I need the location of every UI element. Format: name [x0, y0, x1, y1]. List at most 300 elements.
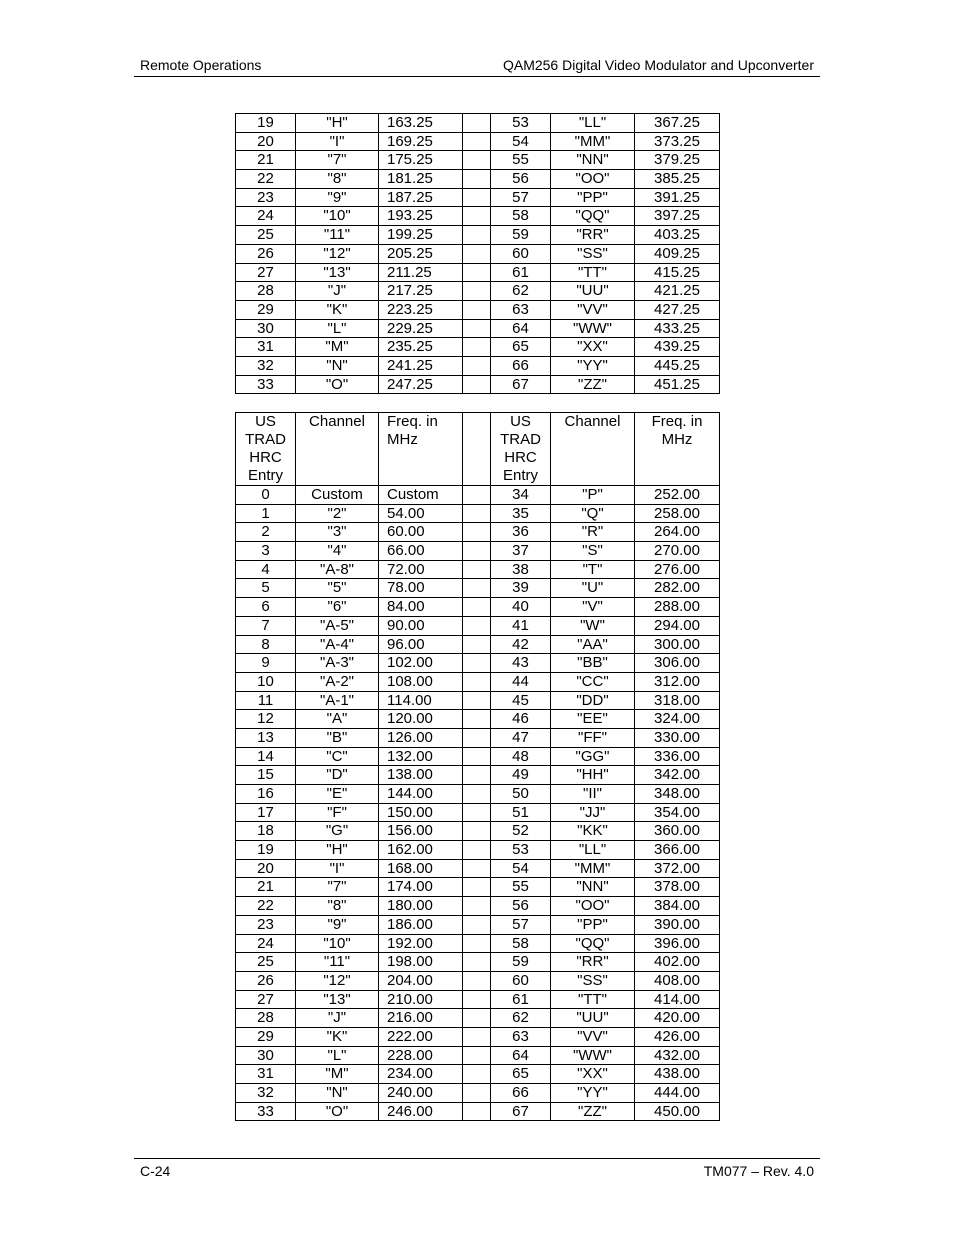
channel-cell: "ZZ": [551, 1102, 635, 1121]
table-row: [236, 560, 720, 579]
channel-cell: "VV": [551, 1027, 635, 1046]
table-row: [236, 1065, 720, 1084]
spacer-cell: [463, 282, 491, 301]
header-channel-right: Channel: [551, 413, 635, 486]
freq-cell: 228.00: [379, 1046, 463, 1065]
channel-cell: "SS": [551, 244, 635, 263]
entry-cell: 38: [491, 560, 551, 579]
channel-cell: "OO": [551, 897, 635, 916]
channel-cell: "II": [551, 785, 635, 804]
spacer-cell: [463, 672, 491, 691]
freq-cell: 379.25: [635, 151, 720, 170]
freq-cell: 144.00: [379, 785, 463, 804]
channel-cell: "A": [296, 710, 379, 729]
channel-cell: "TT": [551, 263, 635, 282]
channel-cell: "CC": [551, 672, 635, 691]
channel-cell: "L": [296, 1046, 379, 1065]
entry-cell: 27: [236, 990, 296, 1009]
channel-cell: "T": [551, 560, 635, 579]
entry-cell: 7: [236, 616, 296, 635]
freq-cell: 84.00: [379, 598, 463, 617]
entry-cell: 5: [236, 579, 296, 598]
channel-cell: "Q": [551, 504, 635, 523]
page-number: C-24: [140, 1163, 171, 1179]
spacer-cell: [463, 1102, 491, 1121]
table-row: [236, 878, 720, 897]
entry-cell: 66: [491, 1084, 551, 1103]
entry-cell: 58: [491, 207, 551, 226]
document-revision: TM077 – Rev. 4.0: [703, 1163, 814, 1179]
freq-cell: 174.00: [379, 878, 463, 897]
entry-cell: 4: [236, 560, 296, 579]
freq-cell: 126.00: [379, 728, 463, 747]
entry-cell: 30: [236, 319, 296, 338]
channel-cell: "UU": [551, 282, 635, 301]
freq-cell: 156.00: [379, 822, 463, 841]
channel-cell: "EE": [551, 710, 635, 729]
header-spacer: [463, 413, 491, 486]
spacer-cell: [463, 170, 491, 189]
freq-cell: 247.25: [379, 375, 463, 394]
spacer-cell: [463, 654, 491, 673]
header-freq-right: Freq. in MHz: [635, 413, 720, 486]
freq-cell: 270.00: [635, 542, 720, 561]
freq-cell: 132.00: [379, 747, 463, 766]
entry-cell: 39: [491, 579, 551, 598]
spacer-cell: [463, 953, 491, 972]
freq-cell: 66.00: [379, 542, 463, 561]
freq-cell: 181.25: [379, 170, 463, 189]
channel-cell: "C": [296, 747, 379, 766]
spacer-cell: [463, 616, 491, 635]
freq-cell: 354.00: [635, 803, 720, 822]
spacer-cell: [463, 151, 491, 170]
entry-cell: 12: [236, 710, 296, 729]
entry-cell: 54: [491, 132, 551, 151]
channel-cell: "BB": [551, 654, 635, 673]
spacer-cell: [463, 207, 491, 226]
entry-cell: 53: [491, 841, 551, 860]
table-row: [236, 504, 720, 523]
channel-cell: "11": [296, 953, 379, 972]
spacer-cell: [463, 244, 491, 263]
header-channel-left: Channel: [296, 413, 379, 486]
freq-cell: 229.25: [379, 319, 463, 338]
channel-cell: "MM": [551, 132, 635, 151]
entry-cell: 0: [236, 486, 296, 505]
entry-cell: 32: [236, 1084, 296, 1103]
table-row: [236, 1084, 720, 1103]
spacer-cell: [463, 523, 491, 542]
freq-cell: 324.00: [635, 710, 720, 729]
freq-cell: 390.00: [635, 915, 720, 934]
freq-cell: 342.00: [635, 766, 720, 785]
channel-cell: "PP": [551, 915, 635, 934]
channel-cell: "I": [296, 132, 379, 151]
freq-cell: 373.25: [635, 132, 720, 151]
freq-cell: 205.25: [379, 244, 463, 263]
entry-cell: 21: [236, 878, 296, 897]
freq-cell: 216.00: [379, 1009, 463, 1028]
freq-cell: 120.00: [379, 710, 463, 729]
freq-cell: 438.00: [635, 1065, 720, 1084]
freq-cell: 445.25: [635, 356, 720, 375]
spacer-cell: [463, 691, 491, 710]
freq-cell: 427.25: [635, 300, 720, 319]
freq-cell: 258.00: [635, 504, 720, 523]
spacer-cell: [463, 747, 491, 766]
table-row: [236, 282, 720, 301]
freq-cell: 60.00: [379, 523, 463, 542]
freq-cell: 282.00: [635, 579, 720, 598]
header-entry-right: US TRAD HRC Entry: [491, 413, 551, 486]
channel-cell: "NN": [551, 878, 635, 897]
table-row: [236, 990, 720, 1009]
freq-cell: 169.25: [379, 132, 463, 151]
channel-cell: "TT": [551, 990, 635, 1009]
channel-cell: "QQ": [551, 934, 635, 953]
freq-cell: 396.00: [635, 934, 720, 953]
entry-cell: 24: [236, 934, 296, 953]
entry-cell: 33: [236, 1102, 296, 1121]
channel-table-hrc-body: [236, 486, 720, 1121]
channel-cell: "F": [296, 803, 379, 822]
spacer-cell: [463, 300, 491, 319]
channel-cell: "J": [296, 282, 379, 301]
entry-cell: 65: [491, 1065, 551, 1084]
entry-cell: 45: [491, 691, 551, 710]
entry-cell: 28: [236, 1009, 296, 1028]
channel-cell: "RR": [551, 953, 635, 972]
spacer-cell: [463, 878, 491, 897]
channel-cell: "NN": [551, 151, 635, 170]
entry-cell: 67: [491, 375, 551, 394]
spacer-cell: [463, 226, 491, 245]
channel-cell: "ZZ": [551, 375, 635, 394]
entry-cell: 66: [491, 356, 551, 375]
freq-cell: 199.25: [379, 226, 463, 245]
freq-cell: 372.00: [635, 859, 720, 878]
table-row: [236, 263, 720, 282]
entry-cell: 26: [236, 971, 296, 990]
freq-cell: 330.00: [635, 728, 720, 747]
entry-cell: 18: [236, 822, 296, 841]
channel-cell: "7": [296, 878, 379, 897]
spacer-cell: [463, 1027, 491, 1046]
freq-cell: 72.00: [379, 560, 463, 579]
freq-cell: 415.25: [635, 263, 720, 282]
channel-table-upper: [235, 113, 720, 394]
spacer-cell: [463, 375, 491, 394]
page-footer: [134, 1158, 820, 1183]
freq-cell: 241.25: [379, 356, 463, 375]
channel-cell: "O": [296, 375, 379, 394]
channel-cell: "6": [296, 598, 379, 617]
entry-cell: 57: [491, 188, 551, 207]
freq-cell: 186.00: [379, 915, 463, 934]
channel-cell: "13": [296, 263, 379, 282]
entry-cell: 33: [236, 375, 296, 394]
spacer-cell: [463, 1009, 491, 1028]
freq-cell: 96.00: [379, 635, 463, 654]
channel-cell: "FF": [551, 728, 635, 747]
spacer-cell: [463, 1046, 491, 1065]
spacer-cell: [463, 542, 491, 561]
entry-cell: 62: [491, 1009, 551, 1028]
entry-cell: 20: [236, 132, 296, 151]
spacer-cell: [463, 504, 491, 523]
freq-cell: 222.00: [379, 1027, 463, 1046]
freq-cell: 294.00: [635, 616, 720, 635]
channel-cell: "10": [296, 934, 379, 953]
spacer-cell: [463, 859, 491, 878]
entry-cell: 59: [491, 226, 551, 245]
table-row: [236, 654, 720, 673]
table-row: [236, 672, 720, 691]
table-row: [236, 1027, 720, 1046]
channel-cell: "7": [296, 151, 379, 170]
entry-cell: 10: [236, 672, 296, 691]
channel-cell: "LL": [551, 841, 635, 860]
table-row: [236, 934, 720, 953]
table-row: [236, 356, 720, 375]
channel-cell: "A-1": [296, 691, 379, 710]
entry-cell: 22: [236, 897, 296, 916]
spacer-cell: [463, 710, 491, 729]
spacer-cell: [463, 971, 491, 990]
freq-cell: 451.25: [635, 375, 720, 394]
channel-cell: "UU": [551, 1009, 635, 1028]
table-row: [236, 542, 720, 561]
entry-cell: 17: [236, 803, 296, 822]
channel-cell: "G": [296, 822, 379, 841]
channel-cell: "9": [296, 915, 379, 934]
header-section-title: Remote Operations: [140, 57, 262, 73]
freq-cell: 210.00: [379, 990, 463, 1009]
channel-cell: "3": [296, 523, 379, 542]
table-row: [236, 953, 720, 972]
table-row: [236, 971, 720, 990]
freq-cell: Custom: [379, 486, 463, 505]
freq-cell: 439.25: [635, 338, 720, 357]
freq-cell: 217.25: [379, 282, 463, 301]
entry-cell: 61: [491, 263, 551, 282]
header-entry-left: US TRAD HRC Entry: [236, 413, 296, 486]
entry-cell: 25: [236, 953, 296, 972]
freq-cell: 234.00: [379, 1065, 463, 1084]
channel-cell: "B": [296, 728, 379, 747]
entry-cell: 49: [491, 766, 551, 785]
freq-cell: 421.25: [635, 282, 720, 301]
channel-table-upper-body: [236, 114, 720, 394]
spacer-cell: [463, 338, 491, 357]
table-row: [236, 822, 720, 841]
entry-cell: 63: [491, 1027, 551, 1046]
entry-cell: 43: [491, 654, 551, 673]
channel-cell: "L": [296, 319, 379, 338]
freq-cell: 192.00: [379, 934, 463, 953]
freq-cell: 138.00: [379, 766, 463, 785]
channel-cell: "O": [296, 1102, 379, 1121]
page-header: [134, 55, 820, 77]
channel-cell: "KK": [551, 822, 635, 841]
freq-cell: 276.00: [635, 560, 720, 579]
channel-cell: "E": [296, 785, 379, 804]
entry-cell: 52: [491, 822, 551, 841]
spacer-cell: [463, 1065, 491, 1084]
freq-cell: 306.00: [635, 654, 720, 673]
channel-cell: "A-2": [296, 672, 379, 691]
freq-cell: 450.00: [635, 1102, 720, 1121]
entry-cell: 60: [491, 971, 551, 990]
freq-cell: 162.00: [379, 841, 463, 860]
channel-cell: "SS": [551, 971, 635, 990]
channel-cell: "I": [296, 859, 379, 878]
freq-cell: 288.00: [635, 598, 720, 617]
table-row: [236, 226, 720, 245]
entry-cell: 28: [236, 282, 296, 301]
entry-cell: 56: [491, 170, 551, 189]
channel-cell: "W": [551, 616, 635, 635]
freq-cell: 300.00: [635, 635, 720, 654]
channel-cell: "S": [551, 542, 635, 561]
entry-cell: 19: [236, 841, 296, 860]
channel-cell: "U": [551, 579, 635, 598]
entry-cell: 19: [236, 114, 296, 133]
entry-cell: 44: [491, 672, 551, 691]
freq-cell: 426.00: [635, 1027, 720, 1046]
entry-cell: 62: [491, 282, 551, 301]
table-row: [236, 170, 720, 189]
channel-cell: "A-3": [296, 654, 379, 673]
channel-cell: "OO": [551, 170, 635, 189]
channel-cell: "5": [296, 579, 379, 598]
table-row: [236, 691, 720, 710]
entry-cell: 63: [491, 300, 551, 319]
channel-cell: "V": [551, 598, 635, 617]
entry-cell: 9: [236, 654, 296, 673]
entry-cell: 31: [236, 1065, 296, 1084]
table-row: [236, 841, 720, 860]
spacer-cell: [463, 114, 491, 133]
channel-cell: "M": [296, 338, 379, 357]
freq-cell: 336.00: [635, 747, 720, 766]
freq-cell: 223.25: [379, 300, 463, 319]
freq-cell: 204.00: [379, 971, 463, 990]
entry-cell: 35: [491, 504, 551, 523]
channel-cell: "9": [296, 188, 379, 207]
entry-cell: 32: [236, 356, 296, 375]
channel-cell: "D": [296, 766, 379, 785]
spacer-cell: [463, 1084, 491, 1103]
channel-cell: "10": [296, 207, 379, 226]
freq-cell: 384.00: [635, 897, 720, 916]
table-row: [236, 300, 720, 319]
table-row: [236, 244, 720, 263]
table-row: [236, 114, 720, 133]
freq-cell: 385.25: [635, 170, 720, 189]
spacer-cell: [463, 728, 491, 747]
spacer-cell: [463, 263, 491, 282]
spacer-cell: [463, 897, 491, 916]
table-row: [236, 803, 720, 822]
spacer-cell: [463, 915, 491, 934]
entry-cell: 56: [491, 897, 551, 916]
channel-cell: "J": [296, 1009, 379, 1028]
channel-cell: "WW": [551, 319, 635, 338]
entry-cell: 30: [236, 1046, 296, 1065]
entry-cell: 14: [236, 747, 296, 766]
channel-cell: "2": [296, 504, 379, 523]
spacer-cell: [463, 990, 491, 1009]
freq-cell: 360.00: [635, 822, 720, 841]
table-row: [236, 859, 720, 878]
entry-cell: 42: [491, 635, 551, 654]
channel-cell: "A-4": [296, 635, 379, 654]
freq-cell: 235.25: [379, 338, 463, 357]
table-row: [236, 319, 720, 338]
entry-cell: 24: [236, 207, 296, 226]
entry-cell: 29: [236, 1027, 296, 1046]
spacer-cell: [463, 319, 491, 338]
channel-cell: "DD": [551, 691, 635, 710]
freq-cell: 420.00: [635, 1009, 720, 1028]
entry-cell: 48: [491, 747, 551, 766]
table-row: [236, 598, 720, 617]
channel-cell: "YY": [551, 356, 635, 375]
entry-cell: 64: [491, 319, 551, 338]
channel-cell: "12": [296, 971, 379, 990]
entry-cell: 46: [491, 710, 551, 729]
freq-cell: 444.00: [635, 1084, 720, 1103]
spacer-cell: [463, 579, 491, 598]
entry-cell: 64: [491, 1046, 551, 1065]
table-row: [236, 1046, 720, 1065]
freq-cell: 114.00: [379, 691, 463, 710]
freq-cell: 90.00: [379, 616, 463, 635]
entry-cell: 25: [236, 226, 296, 245]
channel-cell: "H": [296, 114, 379, 133]
channel-cell: "M": [296, 1065, 379, 1084]
freq-cell: 246.00: [379, 1102, 463, 1121]
channel-cell: "11": [296, 226, 379, 245]
table-row: [236, 188, 720, 207]
table-row: [236, 710, 720, 729]
freq-cell: 408.00: [635, 971, 720, 990]
freq-cell: 414.00: [635, 990, 720, 1009]
entry-cell: 36: [491, 523, 551, 542]
entry-cell: 54: [491, 859, 551, 878]
spacer-cell: [463, 934, 491, 953]
entry-cell: 58: [491, 934, 551, 953]
channel-cell: "N": [296, 1084, 379, 1103]
table-row: [236, 728, 720, 747]
freq-cell: 264.00: [635, 523, 720, 542]
channel-cell: "XX": [551, 1065, 635, 1084]
entry-cell: 2: [236, 523, 296, 542]
spacer-cell: [463, 785, 491, 804]
table-row: [236, 486, 720, 505]
channel-cell: "PP": [551, 188, 635, 207]
channel-cell: "8": [296, 897, 379, 916]
entry-cell: 40: [491, 598, 551, 617]
table-row: [236, 616, 720, 635]
freq-cell: 193.25: [379, 207, 463, 226]
freq-cell: 366.00: [635, 841, 720, 860]
spacer-cell: [463, 803, 491, 822]
spacer-cell: [463, 822, 491, 841]
entry-cell: 57: [491, 915, 551, 934]
